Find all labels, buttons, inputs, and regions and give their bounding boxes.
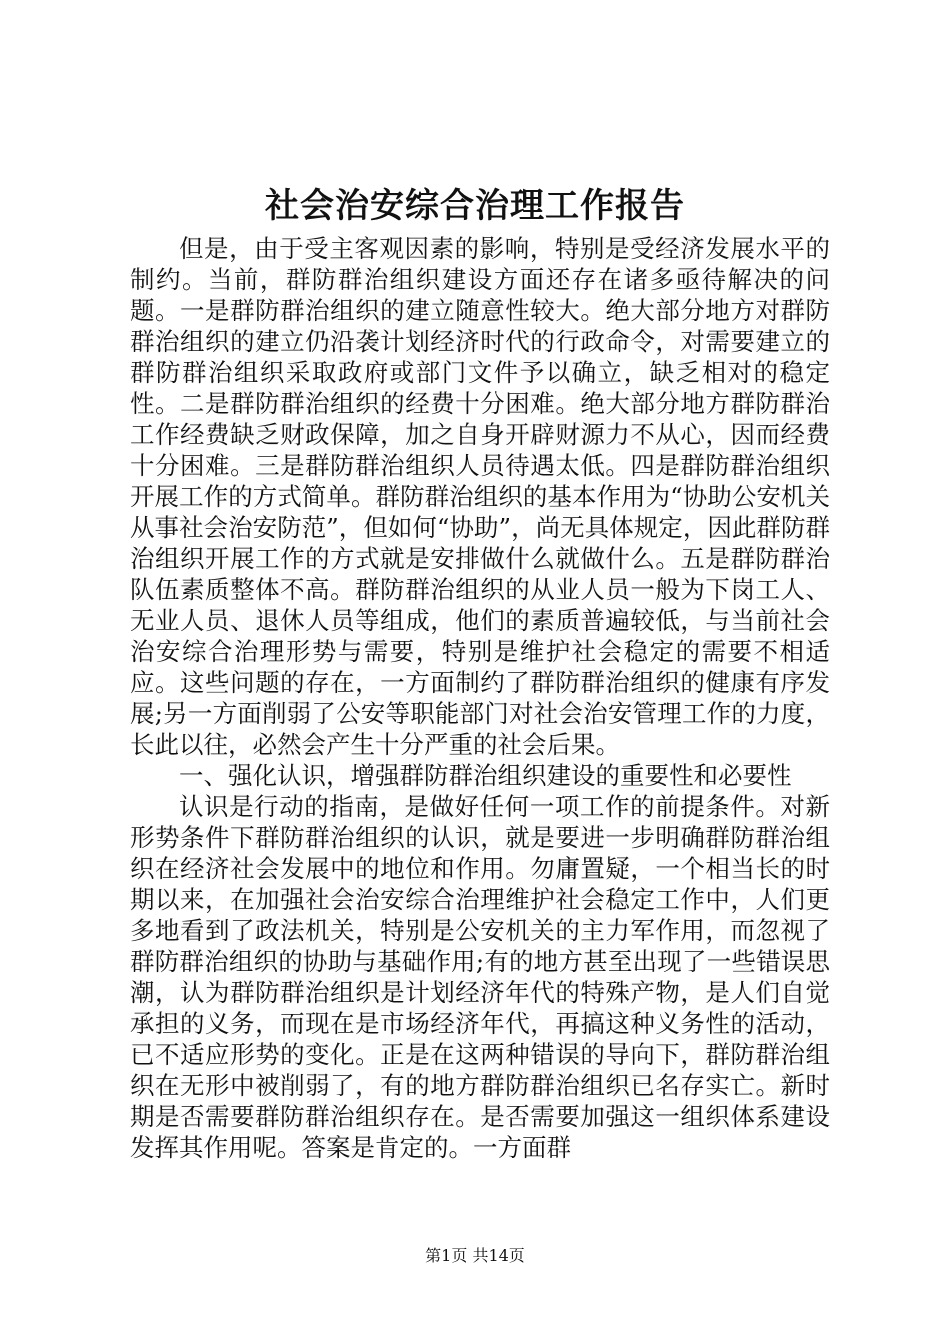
page-footer: 第1页 共14页 [425,1246,525,1265]
section-heading-1: 一、强化认识，增强群防群治组织建设的重要性和必要性 [179,761,792,790]
paragraph-intro: 但是，由于受主客观因素的影响，特别是受经济发展水平的制约。当前，群防群治组织建设方面还存在诸多亟待解决的问题。一是群防群治组织的建立随意性较大。绝大部分地方对群防群治组织的建立仍沿袭计划经济时代的行政命令，对需要建立的群防群治组织采取政府或部门文件予以确立，缺乏相对的稳定性。二是群防群治组织的经费十分困难。绝大部分地方群防群治工作经费缺乏财政保障，加之自身开辟财源力不从心，因而经费十分困难。三是群防群治组织人员待遇太低。四是群防群治组织开展工作的方式简单。群防群治组织的基本作用为“协助公安机关从事社会治安防范”，但如何“协助”，尚无具体规定，因此群防群治组织开展工作的方式就是安排做什么就做什么。五是群防群治队伍素质整体不高。群防群治组织的从业人员一般为下岗工人、无业人员、退休人员等组成，他们的素质普遍较低，与当前社会治安综合治理形势与需要，特别是维护社会稳定的需要不相适应。这些问题的存在，一方面制约了群防群治组织的健康有序发展;另一方面削弱了公安等职能部门对社会治安管理工作的力度，长此以往，必然会产生十分严重的社会后果。 [130,234,830,759]
document-body [130,233,830,1163]
paragraph-section-1: 认识是行动的指南，是做好任何一项工作的前提条件。对新形势条件下群防群治组织的认识，就是要进一步明确群防群治组织在经济社会发展中的地位和作用。勿庸置疑，一个相当长的时期以来，在加强社会治安综合治理维护社会稳定工作中，人们更多地看到了政法机关，特别是公安机关的主力军作用，而忽视了群防群治组织的协助与基础作用;有的地方甚至出现了一些错误思潮，认为群防群治组织是计划经济年代的特殊产物，是人们自觉承担的义务，而现在是市场经济年代，再搞这种义务性的活动，已不适应形势的变化。正是在这两种错误的导向下，群防群治组织在无形中被削弱了，有的地方群防群治组织已名存实亡。新时期是否需要群防群治组织存在。是否需要加强这一组织体系建设发挥其作用呢。答案是肯定的。一方面群 [130,792,830,1162]
document-title: 社会治安综合治理工作报告 [265,186,685,226]
